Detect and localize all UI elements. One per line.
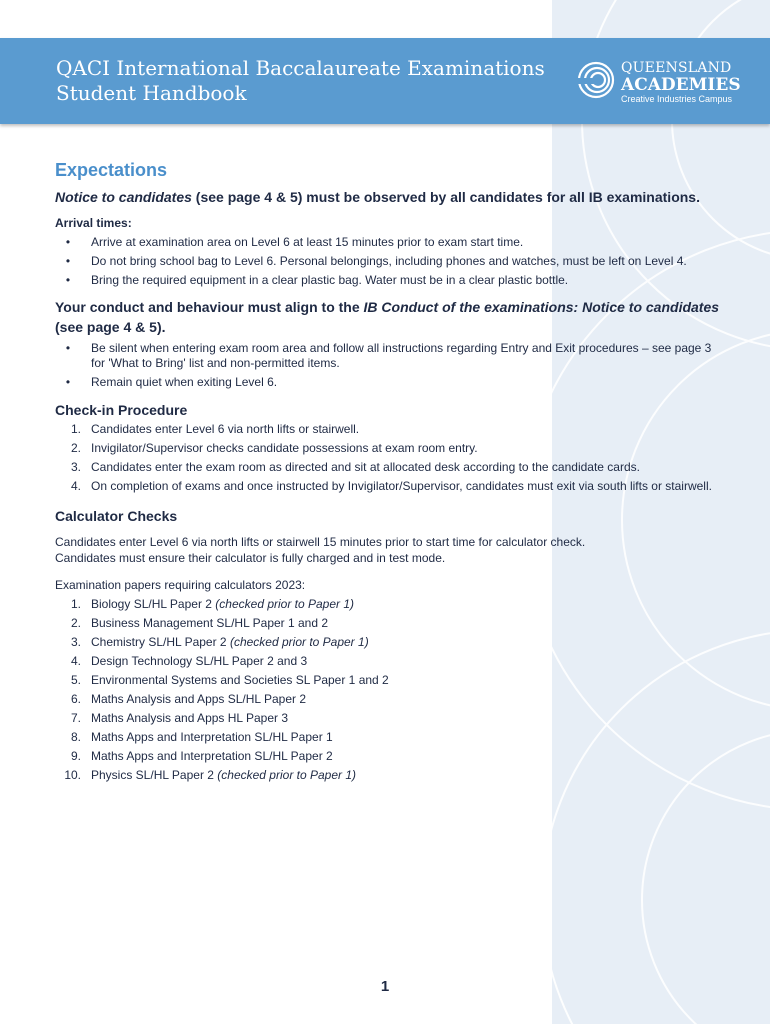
arrival-times-label: Arrival times: xyxy=(55,216,132,230)
calculator-heading: Calculator Checks xyxy=(55,508,178,524)
notice-italic: Notice to candidates xyxy=(55,189,192,205)
page-number: 1 xyxy=(380,978,390,995)
bullet: • xyxy=(65,341,71,355)
notice-statement xyxy=(55,187,720,207)
papers-intro: Examination papers requiring calculators 2023: xyxy=(55,578,306,592)
list-item: 1. Biology SL/HL Paper 2 (checked prior to Paper 1) xyxy=(70,597,355,611)
papers-list xyxy=(55,597,720,783)
bullet: • xyxy=(65,254,71,268)
list-item: 2. Invigilator/Supervisor checks candidate possessions at exam room entry. xyxy=(70,441,478,455)
list-item: • Do not bring school bag to Level 6. Personal belongings, including phones and watches, must be left on Level 4. xyxy=(55,254,720,269)
list-item: 9. Maths Apps and Interpretation SL/HL Paper 2 xyxy=(70,749,333,763)
list-item: 1. Candidates enter Level 6 via north lifts or stairwell. xyxy=(70,422,360,436)
main-content xyxy=(55,160,720,787)
list-item: • Bring the required equipment in a clear plastic bag. Water must be in a clear plastic bottle. xyxy=(55,273,720,288)
logo-text-queensland: QUEENSLAND xyxy=(621,60,732,76)
checkin-heading: Check-in Procedure xyxy=(55,402,188,418)
document-title xyxy=(56,56,545,106)
bullet: • xyxy=(65,273,71,287)
list-item: 3. Chemistry SL/HL Paper 2 (checked prior to Paper 1) xyxy=(70,635,369,649)
conduct-list xyxy=(55,341,720,390)
list-item: 8. Maths Apps and Interpretation SL/HL Paper 1 xyxy=(70,730,333,744)
list-item: 6. Maths Analysis and Apps SL/HL Paper 2 xyxy=(70,692,307,706)
list-item: 7. Maths Analysis and Apps HL Paper 3 xyxy=(70,711,289,725)
list-item: 2. Business Management SL/HL Paper 1 and 2 xyxy=(70,616,329,630)
conduct-italic: IB Conduct of the examinations: Notice to candidates xyxy=(363,299,720,315)
list-item: • Be silent when entering exam room area and follow all instructions regarding Entry and Exit procedures – see page 3 for 'What to Bring' list and non-permitted items. xyxy=(55,341,720,371)
title-line-1: QACI International Baccalaureate Examinations xyxy=(56,56,545,80)
logo-swirl-icon xyxy=(576,58,616,102)
page-header xyxy=(0,38,770,124)
list-item: • Arrive at examination area on Level 6 at least 15 minutes prior to exam start time. xyxy=(55,235,720,250)
notice-rest: (see page 4 & 5) must be observed by all candidates for all IB examinations. xyxy=(191,189,700,205)
logo-text-campus: Creative Industries Campus xyxy=(621,94,733,104)
list-item: 5. Environmental Systems and Societies SL Paper 1 and 2 xyxy=(70,673,389,687)
list-item: 3. Candidates enter the exam room as directed and sit at allocated desk according to the candidate cards. xyxy=(70,460,640,474)
conduct-statement: Your conduct and behaviour must align to the IB Conduct of the examinations: Notice to candidates (see page 4 & 5). xyxy=(55,299,720,335)
queensland-academies-logo xyxy=(576,58,756,108)
bullet: • xyxy=(65,235,71,249)
expectations-heading: Expectations xyxy=(55,160,168,180)
list-item: 4. On completion of exams and once instructed by Invigilator/Supervisor, candidates must exit via south lifts or stairwell. xyxy=(70,479,712,493)
list-item: 10. Physics SL/HL Paper 2 (checked prior to Paper 1) xyxy=(64,768,357,782)
bullet: • xyxy=(65,375,71,389)
list-item: • Remain quiet when exiting Level 6. xyxy=(55,375,720,390)
logo-text-academies: ACADEMIES xyxy=(621,75,741,95)
checkin-list xyxy=(55,422,720,494)
calculator-paragraph: Candidates enter Level 6 via north lifts or stairwell 15 minutes prior to start time for calculator check. Candidates must ensure their calculator is fully charged and in test mode. xyxy=(55,535,586,565)
arrival-list xyxy=(55,235,720,288)
title-line-2: Student Handbook xyxy=(56,81,247,105)
list-item: 4. Design Technology SL/HL Paper 2 and 3 xyxy=(70,654,308,668)
